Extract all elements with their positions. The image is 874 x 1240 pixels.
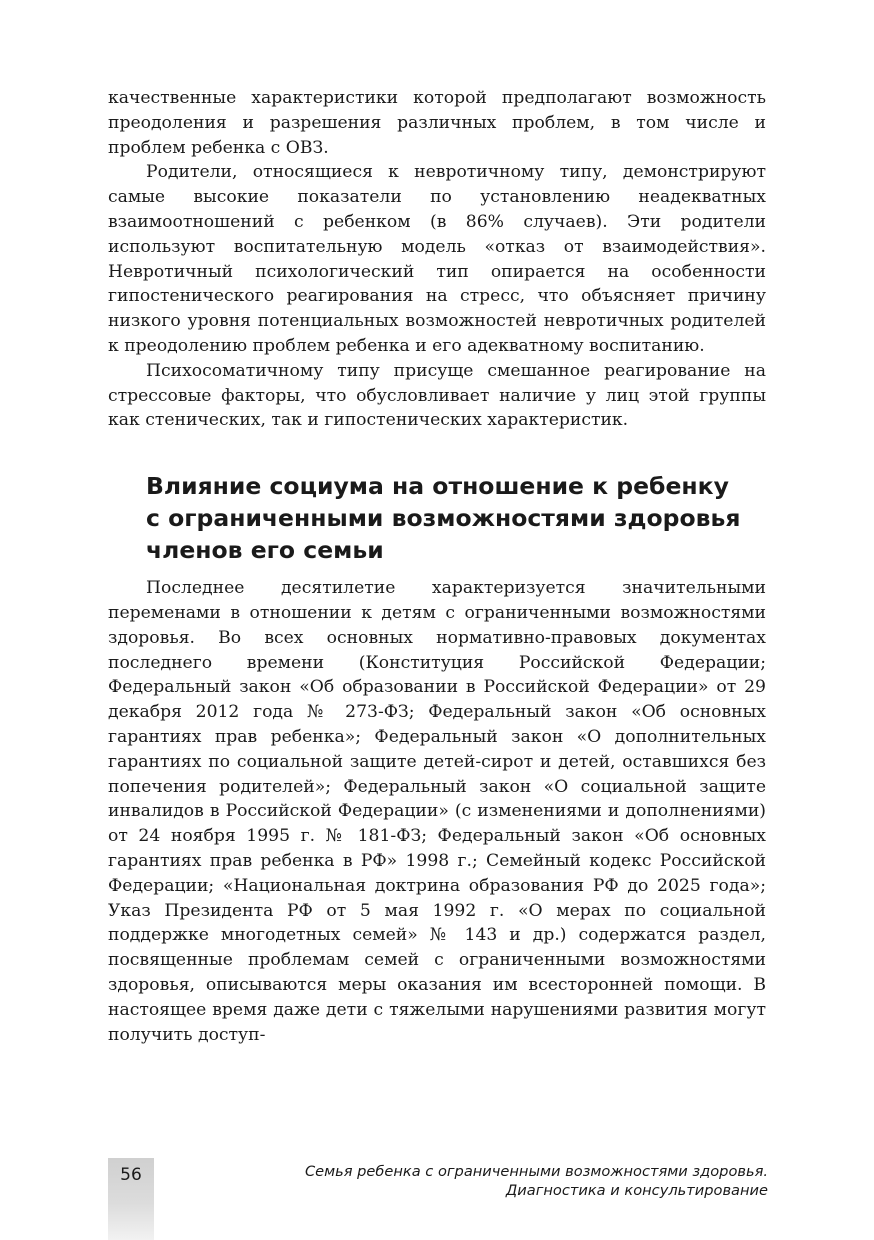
page-number: 56	[120, 1165, 142, 1185]
page-number-tab	[108, 1158, 154, 1240]
section-heading-line-1: Влияние социума на отношение к ребенку	[146, 472, 729, 501]
paragraph-neurotic-type: Родители, относящиеся к невротичному типу, демонстрируют самые высокие показатели по установлению неадекватных взаимоотношений с ребенком (в 86% случаев). Эти родители используют воспитательную модель «отказ от взаимодействия». Невротичный психологический тип опирается на особенности гипостенического реагирования на стресс, что объясняет причину низкого уровня потенциальных возможностей невротичных родителей к преодолению проблем ребенка и его адекватному воспитанию.	[108, 162, 766, 356]
running-title-line-1: Семья ребенка с ограниченными возможностями здоровья.	[304, 1163, 768, 1180]
paragraph-continuation: качественные характеристики которой предполагают возможность преодоления и разрешения различных проблем, в том числе и проблем ребенка с ОВЗ.	[108, 88, 766, 158]
section-heading	[146, 470, 766, 566]
page-content	[108, 86, 766, 1047]
section-heading-line-2: с ограниченными возможностями здоровья	[146, 504, 741, 533]
section-body-paragraph: Последнее десятилетие характеризуется значительными переменами в отношении к детям с ограниченными возможностями здоровья. Во всех основных нормативно-правовых документах последнего времени (Конституция Российской Федерации; Федеральный закон «Об образовании в Российской Федерации» от 29 декабря 2012 года № 273-ФЗ; Федеральный закон «Об основных гарантиях прав ребенка»; Федеральный закон «О дополнительных гарантиях по социальной защите детей-сирот и детей, оставшихся без попечения родителей»; Федеральный закон «О социальной защите инвалидов в Российской Федерации» (с изменениями и дополнениями) от 24 ноября 1995 г. № 181-ФЗ; Федеральный закон «Об основных гарантиях прав ребенка в РФ» 1998 г.; Семейный кодекс Российской Федерации; «Национальная доктрина образования РФ до 2025 года»; Указ Президента РФ от 5 мая 1992 г. «О мерах по социальной поддержке многодетных семей» № 143 и др.) содержатся раздел, посвященные проблемам семей с ограниченными возможностями здоровья, описываются меры оказания им всесторонней помощи. В настоящее время даже дети с тяжелыми нарушениями развития могут получить доступ-	[108, 578, 766, 1045]
running-title	[305, 1162, 768, 1200]
section-heading-line-3: членов его семьи	[146, 536, 384, 565]
running-title-line-2: Диагностика и консультирование	[505, 1182, 768, 1199]
paragraph-psychosomatic-type: Психосоматичному типу присуще смешанное реагирование на стрессовые факторы, что обусловливает наличие у лиц этой группы как стенических, так и гипостенических характеристик.	[108, 360, 766, 431]
